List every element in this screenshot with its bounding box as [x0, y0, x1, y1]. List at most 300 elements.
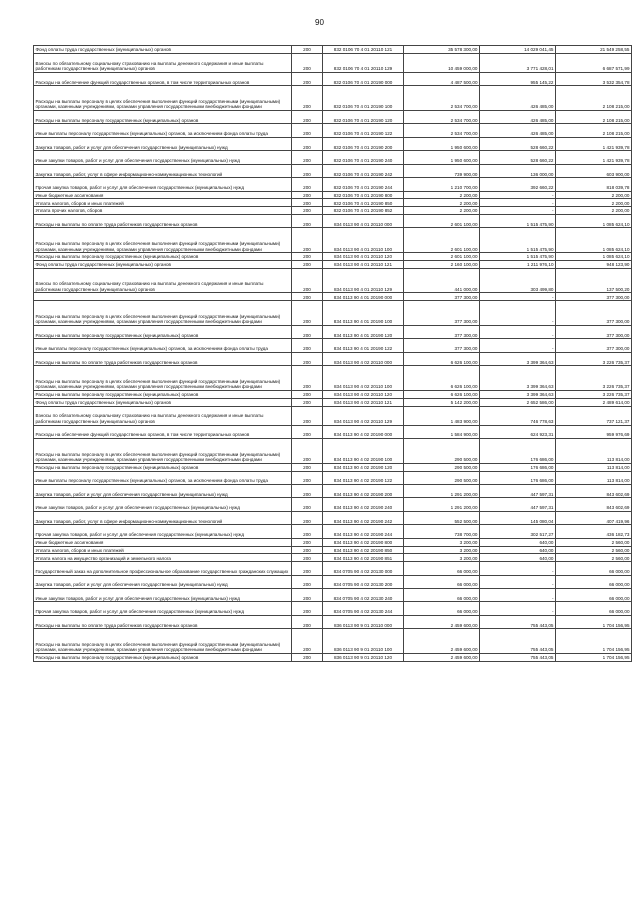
row-executed-amount: 3 399 364,63: [480, 352, 556, 365]
table-row: [34, 164, 632, 177]
row-classification-code: 834 0705 90 4 02 20130 000: [323, 562, 404, 575]
table-row: [34, 615, 632, 628]
row-classification-code: 834 0705 90 4 02 20130 200: [323, 575, 404, 588]
row-remaining-amount: 1 704 156,95: [556, 629, 632, 654]
row-approved-amount: 66 000,00: [404, 575, 480, 588]
row-description: Иные выплаты персоналу государственных (муниципальных) органов, за исключением фонда оплаты труда: [34, 124, 292, 137]
row-code: 200: [292, 339, 323, 352]
row-classification-code: 834 0113 90 4 02 20190 850: [323, 546, 404, 554]
table-row: [34, 406, 632, 425]
table-row: [34, 46, 632, 54]
row-classification-code: 834 0113 90 4 01 20110 121: [323, 260, 404, 268]
table-row: [34, 178, 632, 191]
row-executed-amount: 426 485,00: [480, 86, 556, 111]
row-approved-amount: 2 459 600,00: [404, 653, 480, 661]
row-executed-amount: 136 000,00: [480, 164, 556, 177]
row-code: 200: [292, 301, 323, 326]
row-code: 200: [292, 463, 323, 471]
row-approved-amount: 66 000,00: [404, 589, 480, 602]
table-row: [34, 151, 632, 164]
table-row: [34, 207, 632, 215]
table-row: [34, 525, 632, 538]
row-description: Уплата налога на имущество организаций и земельного налога: [34, 554, 292, 562]
row-approved-amount: 2 534 700,00: [404, 110, 480, 123]
row-classification-code: 834 0113 90 4 02 20110 000: [323, 352, 404, 365]
row-description: Государственный заказ на дополнительное профессиональное образование государственных гражданских служащих: [34, 562, 292, 575]
row-classification-code: 834 0113 90 4 02 20110 100: [323, 366, 404, 391]
row-executed-amount: 1 515 475,90: [480, 228, 556, 253]
row-remaining-amount: 3 226 735,37: [556, 352, 632, 365]
row-executed-amount: -: [480, 562, 556, 575]
row-approved-amount: 2 601 100,00: [404, 253, 480, 261]
row-code: 200: [292, 72, 323, 85]
row-approved-amount: 1 584 900,00: [404, 425, 480, 438]
row-description: Расходы на выплаты по оплате труда работников государственных органов: [34, 615, 292, 628]
row-description: Уплата прочих налогов, сборов: [34, 207, 292, 215]
row-code: 200: [292, 178, 323, 191]
row-code: 200: [292, 191, 323, 199]
row-approved-amount: 5 142 200,00: [404, 398, 480, 406]
row-approved-amount: 4 487 500,00: [404, 72, 480, 85]
row-remaining-amount: 6 687 571,99: [556, 53, 632, 72]
row-code: 200: [292, 268, 323, 293]
row-executed-amount: 1 515 475,90: [480, 253, 556, 261]
row-classification-code: 832 0106 70 4 01 20190 800: [323, 191, 404, 199]
row-description: Иные выплаты персоналу государственных (муниципальных) органов, за исключением фонда оплаты труда: [34, 339, 292, 352]
row-executed-amount: 3 399 364,63: [480, 366, 556, 391]
row-classification-code: 834 0705 90 4 02 20130 244: [323, 602, 404, 615]
row-remaining-amount: 66 000,00: [556, 562, 632, 575]
row-code: 200: [292, 207, 323, 215]
row-executed-amount: 303 499,80: [480, 268, 556, 293]
row-code: 200: [292, 199, 323, 207]
table-row: [34, 228, 632, 253]
row-approved-amount: 2 200,00: [404, 207, 480, 215]
row-code: 200: [292, 325, 323, 338]
row-description: Закупка товаров, работ и услуг для обеспечения государственных (муниципальных) нужд: [34, 575, 292, 588]
row-classification-code: 834 0113 90 4 02 20190 240: [323, 498, 404, 511]
row-executed-amount: 426 485,00: [480, 124, 556, 137]
table-row: [34, 72, 632, 85]
row-classification-code: 834 0113 90 4 02 20190 851: [323, 554, 404, 562]
row-classification-code: 834 0113 90 4 01 20110 000: [323, 215, 404, 228]
row-description: Расходы на обеспечение функций государственных органов, в том числе территориальных органов: [34, 425, 292, 438]
row-remaining-amount: 113 814,00: [556, 439, 632, 464]
row-code: 200: [292, 164, 323, 177]
table-row: [34, 575, 632, 588]
table-row: [34, 53, 632, 72]
row-classification-code: 834 0113 90 4 02 20190 244: [323, 525, 404, 538]
row-executed-amount: 426 485,00: [480, 110, 556, 123]
row-executed-amount: -: [480, 575, 556, 588]
row-approved-amount: 552 500,00: [404, 511, 480, 524]
row-description: Расходы на выплаты персоналу в целях обеспечения выполнения функций государственными (муниципальными) органами, казенными учреждениями, органами управления государственными внебюджетными фондами: [34, 301, 292, 326]
row-remaining-amount: 2 560,00: [556, 546, 632, 554]
row-approved-amount: 3 200,00: [404, 538, 480, 546]
row-remaining-amount: 843 602,69: [556, 498, 632, 511]
row-remaining-amount: 2 560,00: [556, 554, 632, 562]
row-remaining-amount: 137 500,20: [556, 268, 632, 293]
table-row: [34, 199, 632, 207]
row-executed-amount: 145 080,04: [480, 511, 556, 524]
row-remaining-amount: 843 602,69: [556, 484, 632, 497]
row-remaining-amount: 1 085 624,10: [556, 228, 632, 253]
table-row: [34, 339, 632, 352]
row-approved-amount: 6 626 100,00: [404, 352, 480, 365]
budget-table: [33, 45, 632, 662]
row-executed-amount: -: [480, 339, 556, 352]
row-executed-amount: 14 029 041,45: [480, 46, 556, 54]
row-executed-amount: 3 771 428,01: [480, 53, 556, 72]
row-description: Иные выплаты персоналу государственных (муниципальных) органов, за исключением фонда оплаты труда: [34, 471, 292, 484]
table-row: [34, 562, 632, 575]
row-description: Закупка товаров, работ и услуг для обеспечения государственных (муниципальных) нужд: [34, 484, 292, 497]
row-approved-amount: 2 200,00: [404, 199, 480, 207]
row-classification-code: 832 0106 70 4 01 20110 121: [323, 46, 404, 54]
row-classification-code: 836 0113 90 9 01 20110 000: [323, 615, 404, 628]
row-approved-amount: 6 626 100,00: [404, 390, 480, 398]
row-classification-code: 832 0106 70 4 01 20190 100: [323, 86, 404, 111]
table-row: [34, 629, 632, 654]
row-classification-code: 832 0106 70 4 01 20190 850: [323, 199, 404, 207]
row-description: Прочая закупка товаров, работ и услуг для обеспечения государственных (муниципальных) нужд: [34, 525, 292, 538]
row-classification-code: 834 0113 90 4 02 20110 129: [323, 406, 404, 425]
row-remaining-amount: 2 200,00: [556, 191, 632, 199]
row-remaining-amount: 2 108 215,00: [556, 110, 632, 123]
row-approved-amount: 1 291 200,00: [404, 484, 480, 497]
table-body: [34, 46, 632, 662]
row-remaining-amount: 113 814,00: [556, 471, 632, 484]
row-approved-amount: 2 601 100,00: [404, 215, 480, 228]
table-row: [34, 602, 632, 615]
row-code: 200: [292, 554, 323, 562]
row-executed-amount: 755 443,05: [480, 629, 556, 654]
row-classification-code: 834 0113 90 4 01 20190 100: [323, 301, 404, 326]
row-remaining-amount: 1 421 939,78: [556, 137, 632, 150]
row-description: Иные бюджетные ассигнования: [34, 538, 292, 546]
row-approved-amount: 1 291 200,00: [404, 498, 480, 511]
row-executed-amount: 447 597,31: [480, 498, 556, 511]
table-row: [34, 325, 632, 338]
row-remaining-amount: 3 226 735,37: [556, 366, 632, 391]
table-row: [34, 538, 632, 546]
row-remaining-amount: 3 226 735,37: [556, 390, 632, 398]
row-approved-amount: 290 500,00: [404, 463, 480, 471]
row-description: Расходы на выплаты персоналу государственных (муниципальных) органов: [34, 110, 292, 123]
row-classification-code: 834 0113 90 4 02 20190 120: [323, 463, 404, 471]
table-row: [34, 260, 632, 268]
table-row: [34, 191, 632, 199]
row-description: Расходы на выплаты персоналу государственных (муниципальных) органов: [34, 253, 292, 261]
row-code: 200: [292, 406, 323, 425]
row-approved-amount: 66 000,00: [404, 562, 480, 575]
row-classification-code: 834 0113 90 4 02 20110 120: [323, 390, 404, 398]
row-executed-amount: 1 515 475,90: [480, 215, 556, 228]
row-executed-amount: -: [480, 191, 556, 199]
row-code: 200: [292, 293, 323, 301]
row-description: Иные закупки товаров, работ и услуг для обеспечения государственных (муниципальных) нужд: [34, 498, 292, 511]
table-row: [34, 653, 632, 661]
row-approved-amount: 738 700,00: [404, 525, 480, 538]
row-code: 200: [292, 538, 323, 546]
row-description: Взносы по обязательному социальному страхованию на выплаты денежного содержания и иные выплаты работникам государственных (муниципальных) органов: [34, 406, 292, 425]
row-remaining-amount: 377 300,00: [556, 339, 632, 352]
row-approved-amount: 35 578 300,00: [404, 46, 480, 54]
row-classification-code: 832 0106 70 4 01 20190 242: [323, 164, 404, 177]
row-approved-amount: 6 626 100,00: [404, 366, 480, 391]
row-remaining-amount: 1 704 156,95: [556, 615, 632, 628]
row-description: Расходы на выплаты по оплате труда работников государственных органов: [34, 215, 292, 228]
row-executed-amount: 447 597,31: [480, 484, 556, 497]
row-remaining-amount: 377 300,00: [556, 293, 632, 301]
row-executed-amount: 3 399 364,63: [480, 390, 556, 398]
row-description: Прочая закупка товаров, работ и услуг для обеспечения государственных (муниципальных) нужд: [34, 178, 292, 191]
page-number: 90: [315, 18, 324, 27]
row-description: Прочая закупка товаров, работ и услуг для обеспечения государственных (муниципальных) нужд: [34, 602, 292, 615]
row-description: Расходы на выплаты персоналу в целях обеспечения выполнения функций государственными (муниципальными) органами, казенными учреждениями, органами управления государственными внебюджетными фондами: [34, 366, 292, 391]
row-executed-amount: 176 686,00: [480, 471, 556, 484]
row-executed-amount: 392 660,22: [480, 178, 556, 191]
row-code: 200: [292, 425, 323, 438]
row-approved-amount: 377 300,00: [404, 301, 480, 326]
row-description: Расходы на выплаты персоналу государственных (муниципальных) органов: [34, 463, 292, 471]
row-code: 200: [292, 151, 323, 164]
row-executed-amount: 528 660,22: [480, 151, 556, 164]
row-remaining-amount: 21 549 258,55: [556, 46, 632, 54]
row-description: Расходы на обеспечение функций государственных органов, в том числе территориальных органов: [34, 72, 292, 85]
row-remaining-amount: 66 000,00: [556, 602, 632, 615]
row-approved-amount: 377 300,00: [404, 325, 480, 338]
row-approved-amount: 2 459 600,00: [404, 629, 480, 654]
row-code: 200: [292, 471, 323, 484]
table-row: [34, 398, 632, 406]
row-code: 200: [292, 546, 323, 554]
row-approved-amount: 377 300,00: [404, 339, 480, 352]
table-row: [34, 124, 632, 137]
row-classification-code: 832 0106 70 4 01 20110 129: [323, 53, 404, 72]
table-row: [34, 471, 632, 484]
row-approved-amount: 377 300,00: [404, 293, 480, 301]
row-description: Уплата налогов, сборов и иных платежей: [34, 546, 292, 554]
row-code: 200: [292, 86, 323, 111]
row-remaining-amount: 2 200,00: [556, 199, 632, 207]
row-code: 200: [292, 110, 323, 123]
row-classification-code: 834 0113 90 4 02 20110 121: [323, 398, 404, 406]
table-row: [34, 546, 632, 554]
row-description: Расходы на выплаты персоналу в целях обеспечения выполнения функций государственными (муниципальными) органами, казенными учреждениями, органами управления государственными внебюджетными фондами: [34, 439, 292, 464]
row-classification-code: 832 0106 70 4 01 20190 244: [323, 178, 404, 191]
row-approved-amount: 66 000,00: [404, 602, 480, 615]
row-code: 200: [292, 390, 323, 398]
row-executed-amount: -: [480, 589, 556, 602]
table-row: [34, 498, 632, 511]
row-code: 200: [292, 398, 323, 406]
row-remaining-amount: 2 108 215,00: [556, 86, 632, 111]
table-row: [34, 390, 632, 398]
row-classification-code: 834 0113 90 4 02 20190 122: [323, 471, 404, 484]
row-remaining-amount: 1 421 939,78: [556, 151, 632, 164]
row-description: Расходы на выплаты персоналу государственных (муниципальных) органов: [34, 653, 292, 661]
row-executed-amount: -: [480, 207, 556, 215]
row-description: Взносы по обязательному социальному страхованию на выплаты денежного содержания и иные выплаты работникам государственных (муниципальных) органов: [34, 53, 292, 72]
row-executed-amount: 746 778,63: [480, 406, 556, 425]
row-description: Иные бюджетные ассигнования: [34, 191, 292, 199]
row-executed-amount: 755 443,05: [480, 615, 556, 628]
table-row: [34, 293, 632, 301]
row-code: 200: [292, 575, 323, 588]
row-classification-code: 834 0113 90 4 02 20190 100: [323, 439, 404, 464]
row-approved-amount: 1 210 700,00: [404, 178, 480, 191]
row-executed-amount: -: [480, 301, 556, 326]
row-code: 200: [292, 215, 323, 228]
table-row: [34, 439, 632, 464]
row-approved-amount: 290 500,00: [404, 439, 480, 464]
row-approved-amount: 1 483 900,00: [404, 406, 480, 425]
table-row: [34, 215, 632, 228]
row-description: Фонд оплаты труда государственных (муниципальных) органов: [34, 398, 292, 406]
row-approved-amount: 2 601 100,00: [404, 228, 480, 253]
row-approved-amount: 2 534 700,00: [404, 86, 480, 111]
row-code: 200: [292, 653, 323, 661]
table-row: [34, 554, 632, 562]
row-remaining-amount: 818 039,78: [556, 178, 632, 191]
row-description: Расходы на выплаты по оплате труда работников государственных органов: [34, 352, 292, 365]
row-executed-amount: 640,00: [480, 554, 556, 562]
row-remaining-amount: 377 300,00: [556, 301, 632, 326]
row-code: 200: [292, 439, 323, 464]
row-remaining-amount: 603 900,00: [556, 164, 632, 177]
row-approved-amount: 1 950 600,00: [404, 151, 480, 164]
row-classification-code: 834 0113 90 4 02 20190 000: [323, 425, 404, 438]
table-row: [34, 463, 632, 471]
row-remaining-amount: 2 489 614,00: [556, 398, 632, 406]
row-code: 200: [292, 124, 323, 137]
row-remaining-amount: 1 085 624,10: [556, 215, 632, 228]
row-remaining-amount: 407 419,96: [556, 511, 632, 524]
row-code: 200: [292, 629, 323, 654]
row-classification-code: 834 0113 90 4 02 20190 800: [323, 538, 404, 546]
row-classification-code: 834 0113 90 4 01 20110 120: [323, 253, 404, 261]
row-code: 200: [292, 260, 323, 268]
row-code: 200: [292, 53, 323, 72]
table-row: [34, 110, 632, 123]
row-remaining-amount: 436 182,73: [556, 525, 632, 538]
row-description: Взносы по обязательному социальному страхованию на выплаты денежного содержания и иные выплаты работникам государственных (муниципальных) органов: [34, 268, 292, 293]
row-executed-amount: 302 517,27: [480, 525, 556, 538]
row-description: Фонд оплаты труда государственных (муниципальных) органов: [34, 46, 292, 54]
row-classification-code: 836 0113 90 9 01 20110 100: [323, 629, 404, 654]
row-remaining-amount: 377 300,00: [556, 325, 632, 338]
row-classification-code: 834 0705 90 4 02 20130 240: [323, 589, 404, 602]
table-row: [34, 425, 632, 438]
row-classification-code: 832 0106 70 4 01 20190 240: [323, 151, 404, 164]
row-description: Расходы на выплаты персоналу в целях обеспечения выполнения функций государственными (муниципальными) органами, казенными учреждениями, органами управления государственными внебюджетными фондами: [34, 86, 292, 111]
row-description: Иные закупки товаров, работ и услуг для обеспечения государственных (муниципальных) нужд: [34, 151, 292, 164]
row-executed-amount: 176 686,00: [480, 463, 556, 471]
row-remaining-amount: 66 000,00: [556, 575, 632, 588]
row-executed-amount: 2 652 586,00: [480, 398, 556, 406]
row-approved-amount: 2 534 700,00: [404, 124, 480, 137]
row-classification-code: 832 0106 70 4 01 20190 200: [323, 137, 404, 150]
row-classification-code: 834 0113 90 4 01 20190 122: [323, 339, 404, 352]
table-row: [34, 589, 632, 602]
row-classification-code: 832 0106 70 4 01 20190 852: [323, 207, 404, 215]
row-remaining-amount: 2 200,00: [556, 207, 632, 215]
row-code: 200: [292, 562, 323, 575]
row-remaining-amount: 948 123,90: [556, 260, 632, 268]
row-description: [34, 293, 292, 301]
row-code: 200: [292, 511, 323, 524]
row-executed-amount: -: [480, 602, 556, 615]
row-code: 200: [292, 602, 323, 615]
row-code: 200: [292, 46, 323, 54]
row-description: Расходы на выплаты персоналу в целях обеспечения выполнения функций государственными (муниципальными) органами, казенными учреждениями, органами управления государственными внебюджетными фондами: [34, 629, 292, 654]
row-remaining-amount: 66 000,00: [556, 589, 632, 602]
row-code: 200: [292, 498, 323, 511]
row-approved-amount: 290 500,00: [404, 471, 480, 484]
row-code: 200: [292, 615, 323, 628]
row-code: 200: [292, 366, 323, 391]
table-row: [34, 366, 632, 391]
row-classification-code: 832 0106 70 4 01 20190 000: [323, 72, 404, 85]
row-approved-amount: 441 000,00: [404, 268, 480, 293]
row-description: Расходы на выплаты персоналу в целях обеспечения выполнения функций государственными (муниципальными) органами, казенными учреждениями, органами управления государственными внебюджетными фондами: [34, 228, 292, 253]
row-description: Закупка товаров, работ, услуг в сфере информационно-коммуникационных технологий: [34, 511, 292, 524]
row-executed-amount: -: [480, 325, 556, 338]
row-executed-amount: 640,00: [480, 546, 556, 554]
row-approved-amount: 2 459 600,00: [404, 615, 480, 628]
row-classification-code: 834 0113 90 4 01 20190 120: [323, 325, 404, 338]
row-executed-amount: 755 443,05: [480, 653, 556, 661]
row-approved-amount: 2 200,00: [404, 191, 480, 199]
row-description: Фонд оплаты труда государственных (муниципальных) органов: [34, 260, 292, 268]
row-remaining-amount: 113 814,00: [556, 463, 632, 471]
row-classification-code: 834 0113 90 4 02 20190 242: [323, 511, 404, 524]
row-executed-amount: -: [480, 199, 556, 207]
row-approved-amount: 10 459 000,00: [404, 53, 480, 72]
table-row: [34, 484, 632, 497]
table-row: [34, 352, 632, 365]
row-description: Закупка товаров, работ, услуг в сфере информационно-коммуникационных технологий: [34, 164, 292, 177]
row-executed-amount: 640,00: [480, 538, 556, 546]
row-approved-amount: 2 160 100,00: [404, 260, 480, 268]
table-row: [34, 268, 632, 293]
row-classification-code: 834 0113 90 4 01 20190 000: [323, 293, 404, 301]
table-row: [34, 86, 632, 111]
table-row: [34, 301, 632, 326]
row-remaining-amount: 1 085 624,10: [556, 253, 632, 261]
row-classification-code: 832 0106 70 4 01 20190 122: [323, 124, 404, 137]
row-classification-code: 834 0113 90 4 01 20110 100: [323, 228, 404, 253]
row-classification-code: 832 0106 70 4 01 20190 120: [323, 110, 404, 123]
row-classification-code: 836 0113 90 9 01 20110 120: [323, 653, 404, 661]
row-remaining-amount: 1 704 156,95: [556, 653, 632, 661]
row-executed-amount: 624 923,31: [480, 425, 556, 438]
row-code: 200: [292, 352, 323, 365]
row-remaining-amount: 959 976,69: [556, 425, 632, 438]
row-code: 200: [292, 589, 323, 602]
row-remaining-amount: 2 108 215,00: [556, 124, 632, 137]
table-row: [34, 511, 632, 524]
row-description: Расходы на выплаты персоналу государственных (муниципальных) органов: [34, 325, 292, 338]
row-description: Уплата налогов, сборов и иных платежей: [34, 199, 292, 207]
row-description: Расходы на выплаты персоналу государственных (муниципальных) органов: [34, 390, 292, 398]
table-row: [34, 137, 632, 150]
row-remaining-amount: 3 532 354,78: [556, 72, 632, 85]
row-description: Закупка товаров, работ и услуг для обеспечения государственных (муниципальных) нужд: [34, 137, 292, 150]
row-executed-amount: 955 145,22: [480, 72, 556, 85]
row-executed-amount: 176 686,00: [480, 439, 556, 464]
